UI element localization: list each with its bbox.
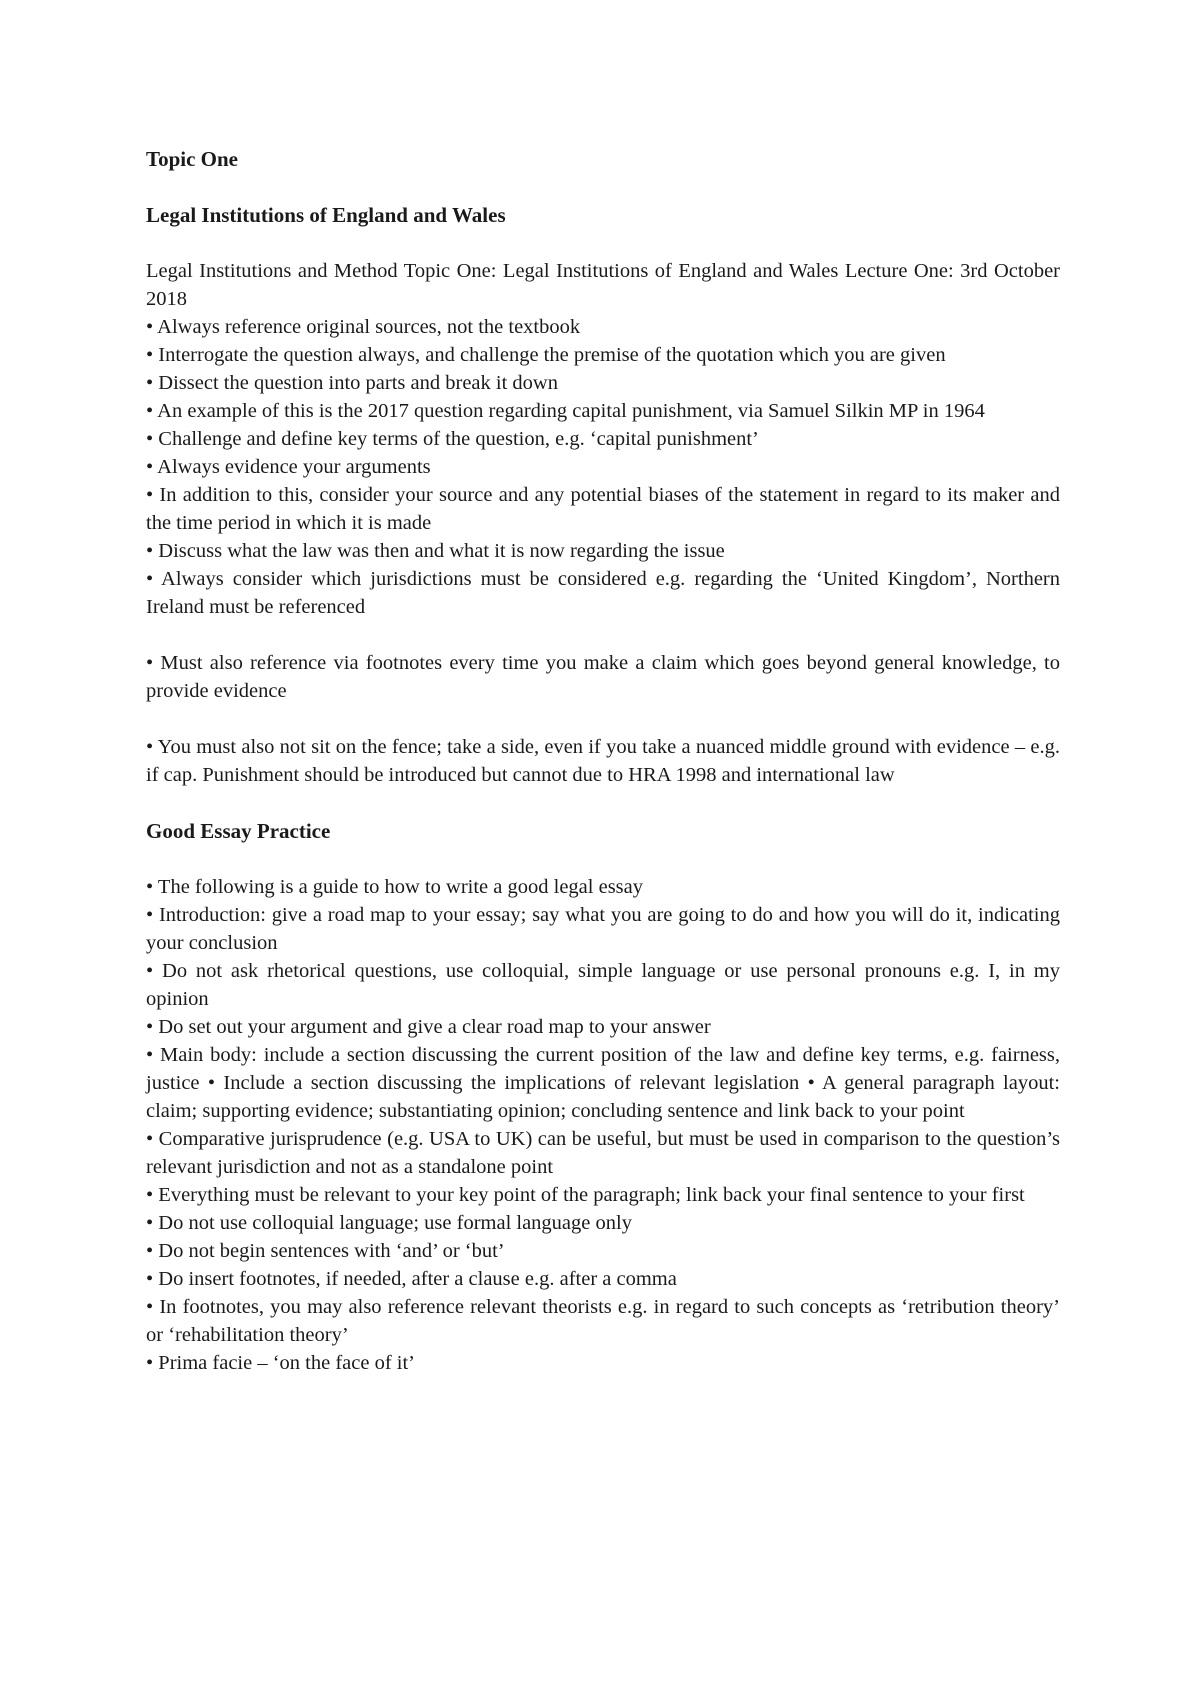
bullet-item: • Dissect the question into parts and break it down bbox=[146, 372, 558, 394]
section-heading-good-essay: Good Essay Practice bbox=[146, 819, 331, 843]
bullet-item: • Do not ask rhetorical questions, use colloquial, simple language or use personal pronouns e.g. I, in my opinion bbox=[146, 960, 1060, 1010]
bullet-item: • Everything must be relevant to your key point of the paragraph; link back your final sentence to your first bbox=[146, 1184, 1025, 1206]
section-heading-institutions: Legal Institutions of England and Wales bbox=[146, 203, 506, 227]
spacer bbox=[146, 621, 1060, 649]
bullet-item: • The following is a guide to how to write a good legal essay bbox=[146, 876, 643, 898]
bullet-item: • Do insert footnotes, if needed, after a clause e.g. after a comma bbox=[146, 1268, 677, 1290]
bullet-item: • Do set out your argument and give a clear road map to your answer bbox=[146, 1016, 711, 1038]
lecture-intro: Legal Institutions and Method Topic One: Legal Institutions of England and Wales Lecture One: 3rd October 2018 bbox=[146, 260, 1060, 310]
spacer bbox=[146, 845, 1060, 873]
bullet-item: • Comparative jurisprudence (e.g. USA to UK) can be useful, but must be used in comparison to the question’s relevant jurisdiction and not as a standalone point bbox=[146, 1128, 1060, 1178]
bullet-item: • Introduction: give a road map to your essay; say what you are going to do and how you will do it, indicating your conclusion bbox=[146, 904, 1060, 954]
topic-heading: Topic One bbox=[146, 147, 238, 171]
bullet-item: • An example of this is the 2017 question regarding capital punishment, via Samuel Silkin MP in 1964 bbox=[146, 400, 985, 422]
bullet-item: • Discuss what the law was then and what it is now regarding the issue bbox=[146, 540, 725, 562]
bullet-item: • In addition to this, consider your source and any potential biases of the statement in regard to its maker and the time period in which it is made bbox=[146, 484, 1060, 534]
bullet-item: • Interrogate the question always, and challenge the premise of the quotation which you are given bbox=[146, 344, 946, 366]
bullet-item: • In footnotes, you may also reference relevant theorists e.g. in regard to such concepts as ‘retribution theory’ or ‘rehabilitation theory’ bbox=[146, 1296, 1060, 1346]
bullet-item: • Do not begin sentences with ‘and’ or ‘but’ bbox=[146, 1240, 505, 1262]
bullet-item: • Main body: include a section discussing the current position of the law and define key terms, e.g. fairness, justice • Include a section discussing the implications of relevant legislation • A general paragraph layout: claim; supporting evidence; substantiating opinion; concluding sentence and link back to your point bbox=[146, 1044, 1060, 1122]
spacer bbox=[146, 705, 1060, 733]
bullet-item: • Do not use colloquial language; use formal language only bbox=[146, 1212, 632, 1234]
spacer bbox=[146, 789, 1060, 817]
bullet-item-fence: • You must also not sit on the fence; take a side, even if you take a nuanced middle ground with evidence – e.g. if cap. Punishment should be introduced but cannot due to HRA 1998 and international law bbox=[146, 736, 1060, 786]
bullet-item: • Challenge and define key terms of the question, e.g. ‘capital punishment’ bbox=[146, 428, 759, 450]
document-body bbox=[146, 145, 1060, 1377]
spacer bbox=[146, 173, 1060, 201]
bullet-item: • Always evidence your arguments bbox=[146, 456, 431, 478]
bullet-item-footnotes: • Must also reference via footnotes every time you make a claim which goes beyond general knowledge, to provide evidence bbox=[146, 652, 1060, 702]
bullet-item: • Prima facie – ‘on the face of it’ bbox=[146, 1352, 416, 1374]
bullet-item: • Always consider which jurisdictions must be considered e.g. regarding the ‘United Kingdom’, Northern Ireland must be referenced bbox=[146, 568, 1060, 618]
spacer bbox=[146, 229, 1060, 257]
bullet-item: • Always reference original sources, not the textbook bbox=[146, 316, 581, 338]
